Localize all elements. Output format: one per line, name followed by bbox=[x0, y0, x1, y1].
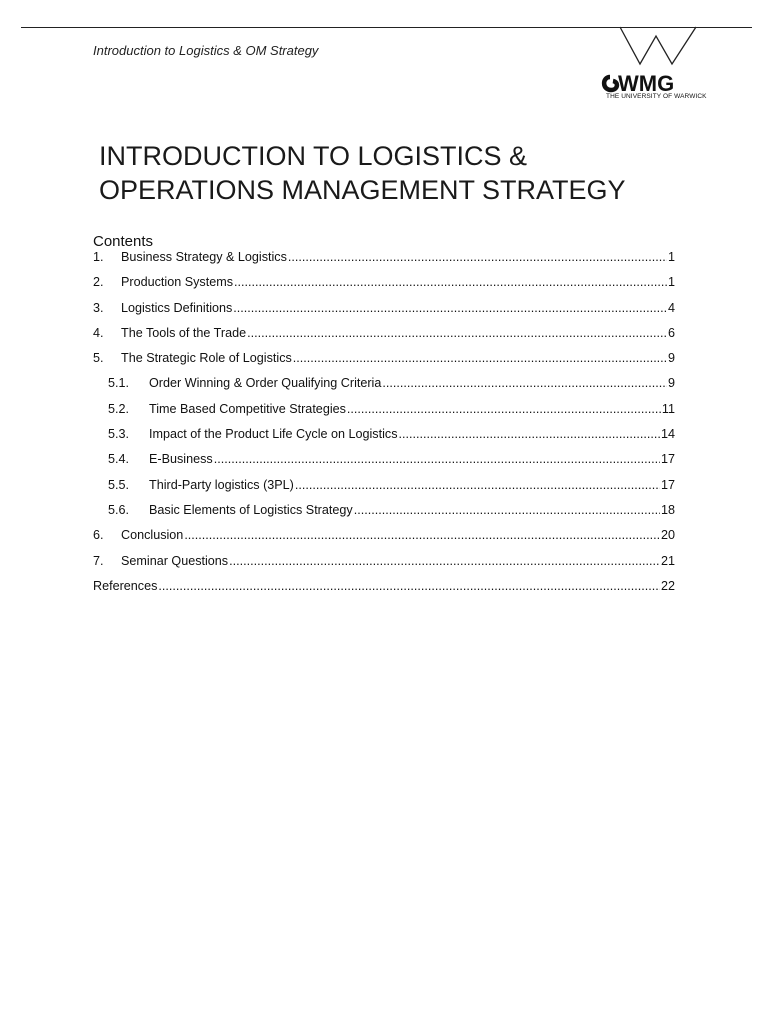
toc-entry-label: Impact of the Product Life Cycle on Logistics bbox=[149, 427, 398, 442]
toc-entry-label: Third-Party logistics (3PL) bbox=[149, 477, 294, 492]
toc-entry[interactable] bbox=[93, 503, 675, 528]
toc-entry[interactable] bbox=[93, 579, 675, 604]
toc-entry-label: Seminar Questions bbox=[121, 553, 229, 568]
toc-entry-number: 5.5. bbox=[108, 477, 130, 492]
logo-subtitle: THE UNIVERSITY OF WARWICK bbox=[606, 93, 707, 100]
toc-entry[interactable] bbox=[93, 528, 675, 553]
toc-entry[interactable] bbox=[93, 478, 675, 503]
toc-leader-dots bbox=[347, 402, 661, 416]
toc-entry[interactable] bbox=[93, 427, 675, 452]
toc-entry-page: 9 bbox=[667, 376, 675, 391]
toc-entry-number: 7. bbox=[93, 553, 104, 568]
toc-leader-dots bbox=[288, 250, 667, 264]
toc-entry[interactable] bbox=[93, 250, 675, 275]
toc-entry-page: 14 bbox=[660, 427, 675, 442]
toc-entry[interactable] bbox=[93, 326, 675, 351]
toc-leader-dots bbox=[247, 326, 667, 340]
toc-entry[interactable] bbox=[93, 301, 675, 326]
toc-entry[interactable] bbox=[93, 351, 675, 376]
toc-entry[interactable] bbox=[93, 376, 675, 401]
toc-entry-number: 5.1. bbox=[108, 376, 130, 391]
toc-entry-number: 2. bbox=[93, 275, 104, 290]
toc-entry-number: 3. bbox=[93, 300, 104, 315]
logo-wordmark: WMG bbox=[618, 71, 675, 96]
document-title bbox=[99, 139, 699, 207]
running-header-title: Introduction to Logistics & OM Strategy bbox=[93, 43, 319, 58]
toc-entry-page: 17 bbox=[660, 477, 675, 492]
toc-entry[interactable] bbox=[93, 275, 675, 300]
toc-entry-page: 4 bbox=[667, 300, 675, 315]
toc-entry-page: 1 bbox=[667, 275, 675, 290]
toc-entry-label: Time Based Competitive Strategies bbox=[149, 401, 346, 416]
toc-entry-number: 5.3. bbox=[108, 427, 130, 442]
toc-entry-label: E-Business bbox=[149, 452, 213, 467]
toc-leader-dots bbox=[295, 478, 660, 492]
toc-entry-number: 5. bbox=[93, 351, 104, 366]
toc-leader-dots bbox=[399, 427, 660, 441]
toc-entry-number: 5.2. bbox=[108, 401, 130, 416]
toc-entry-label: The Tools of the Trade bbox=[121, 325, 247, 340]
toc-entry-label: The Strategic Role of Logistics bbox=[121, 351, 292, 366]
toc-entry-page: 9 bbox=[667, 351, 675, 366]
toc-entry-number: 4. bbox=[93, 325, 104, 340]
toc-entry-page: 20 bbox=[660, 528, 675, 543]
toc-entry[interactable] bbox=[93, 554, 675, 579]
toc-leader-dots bbox=[234, 275, 667, 289]
toc-entry-label: Business Strategy & Logistics bbox=[121, 250, 287, 264]
toc-entry-page: 6 bbox=[667, 325, 675, 340]
toc-leader-dots bbox=[158, 579, 660, 593]
toc-entry-label: Basic Elements of Logistics Strategy bbox=[149, 502, 353, 517]
toc-entry-number: 5.6. bbox=[108, 502, 130, 517]
toc-entry-page: 18 bbox=[660, 502, 675, 517]
toc-entry-label: Logistics Definitions bbox=[121, 300, 233, 315]
toc-entry-label: Production Systems bbox=[121, 275, 233, 290]
toc-entry[interactable] bbox=[93, 452, 675, 477]
toc-entry-page: 22 bbox=[660, 578, 675, 593]
toc-entry-page: 1 bbox=[667, 250, 675, 264]
toc-leader-dots bbox=[184, 528, 660, 542]
toc-entry-number: 5.4. bbox=[108, 452, 130, 467]
toc-leader-dots bbox=[229, 554, 660, 568]
toc-leader-dots bbox=[214, 452, 660, 466]
title-line-1: INTRODUCTION TO LOGISTICS & bbox=[99, 141, 528, 171]
toc-entry-number: 6. bbox=[93, 528, 104, 543]
toc-entry-label: Order Winning & Order Qualifying Criteria bbox=[149, 376, 382, 391]
table-of-contents bbox=[93, 250, 675, 604]
toc-entry-page: 11 bbox=[661, 401, 675, 416]
toc-leader-dots bbox=[354, 503, 660, 517]
toc-entry[interactable] bbox=[93, 402, 675, 427]
toc-entry-page: 17 bbox=[660, 452, 675, 467]
contents-heading: Contents bbox=[93, 233, 154, 250]
toc-entry-label: Conclusion bbox=[121, 528, 184, 543]
toc-leader-dots bbox=[382, 376, 667, 390]
toc-entry-label: References bbox=[93, 578, 158, 593]
toc-leader-dots bbox=[233, 301, 667, 315]
toc-leader-dots bbox=[293, 351, 667, 365]
toc-entry-number: 1. bbox=[93, 250, 104, 264]
title-line-2: OPERATIONS MANAGEMENT STRATEGY bbox=[99, 175, 626, 205]
toc-entry-page: 21 bbox=[660, 553, 675, 568]
